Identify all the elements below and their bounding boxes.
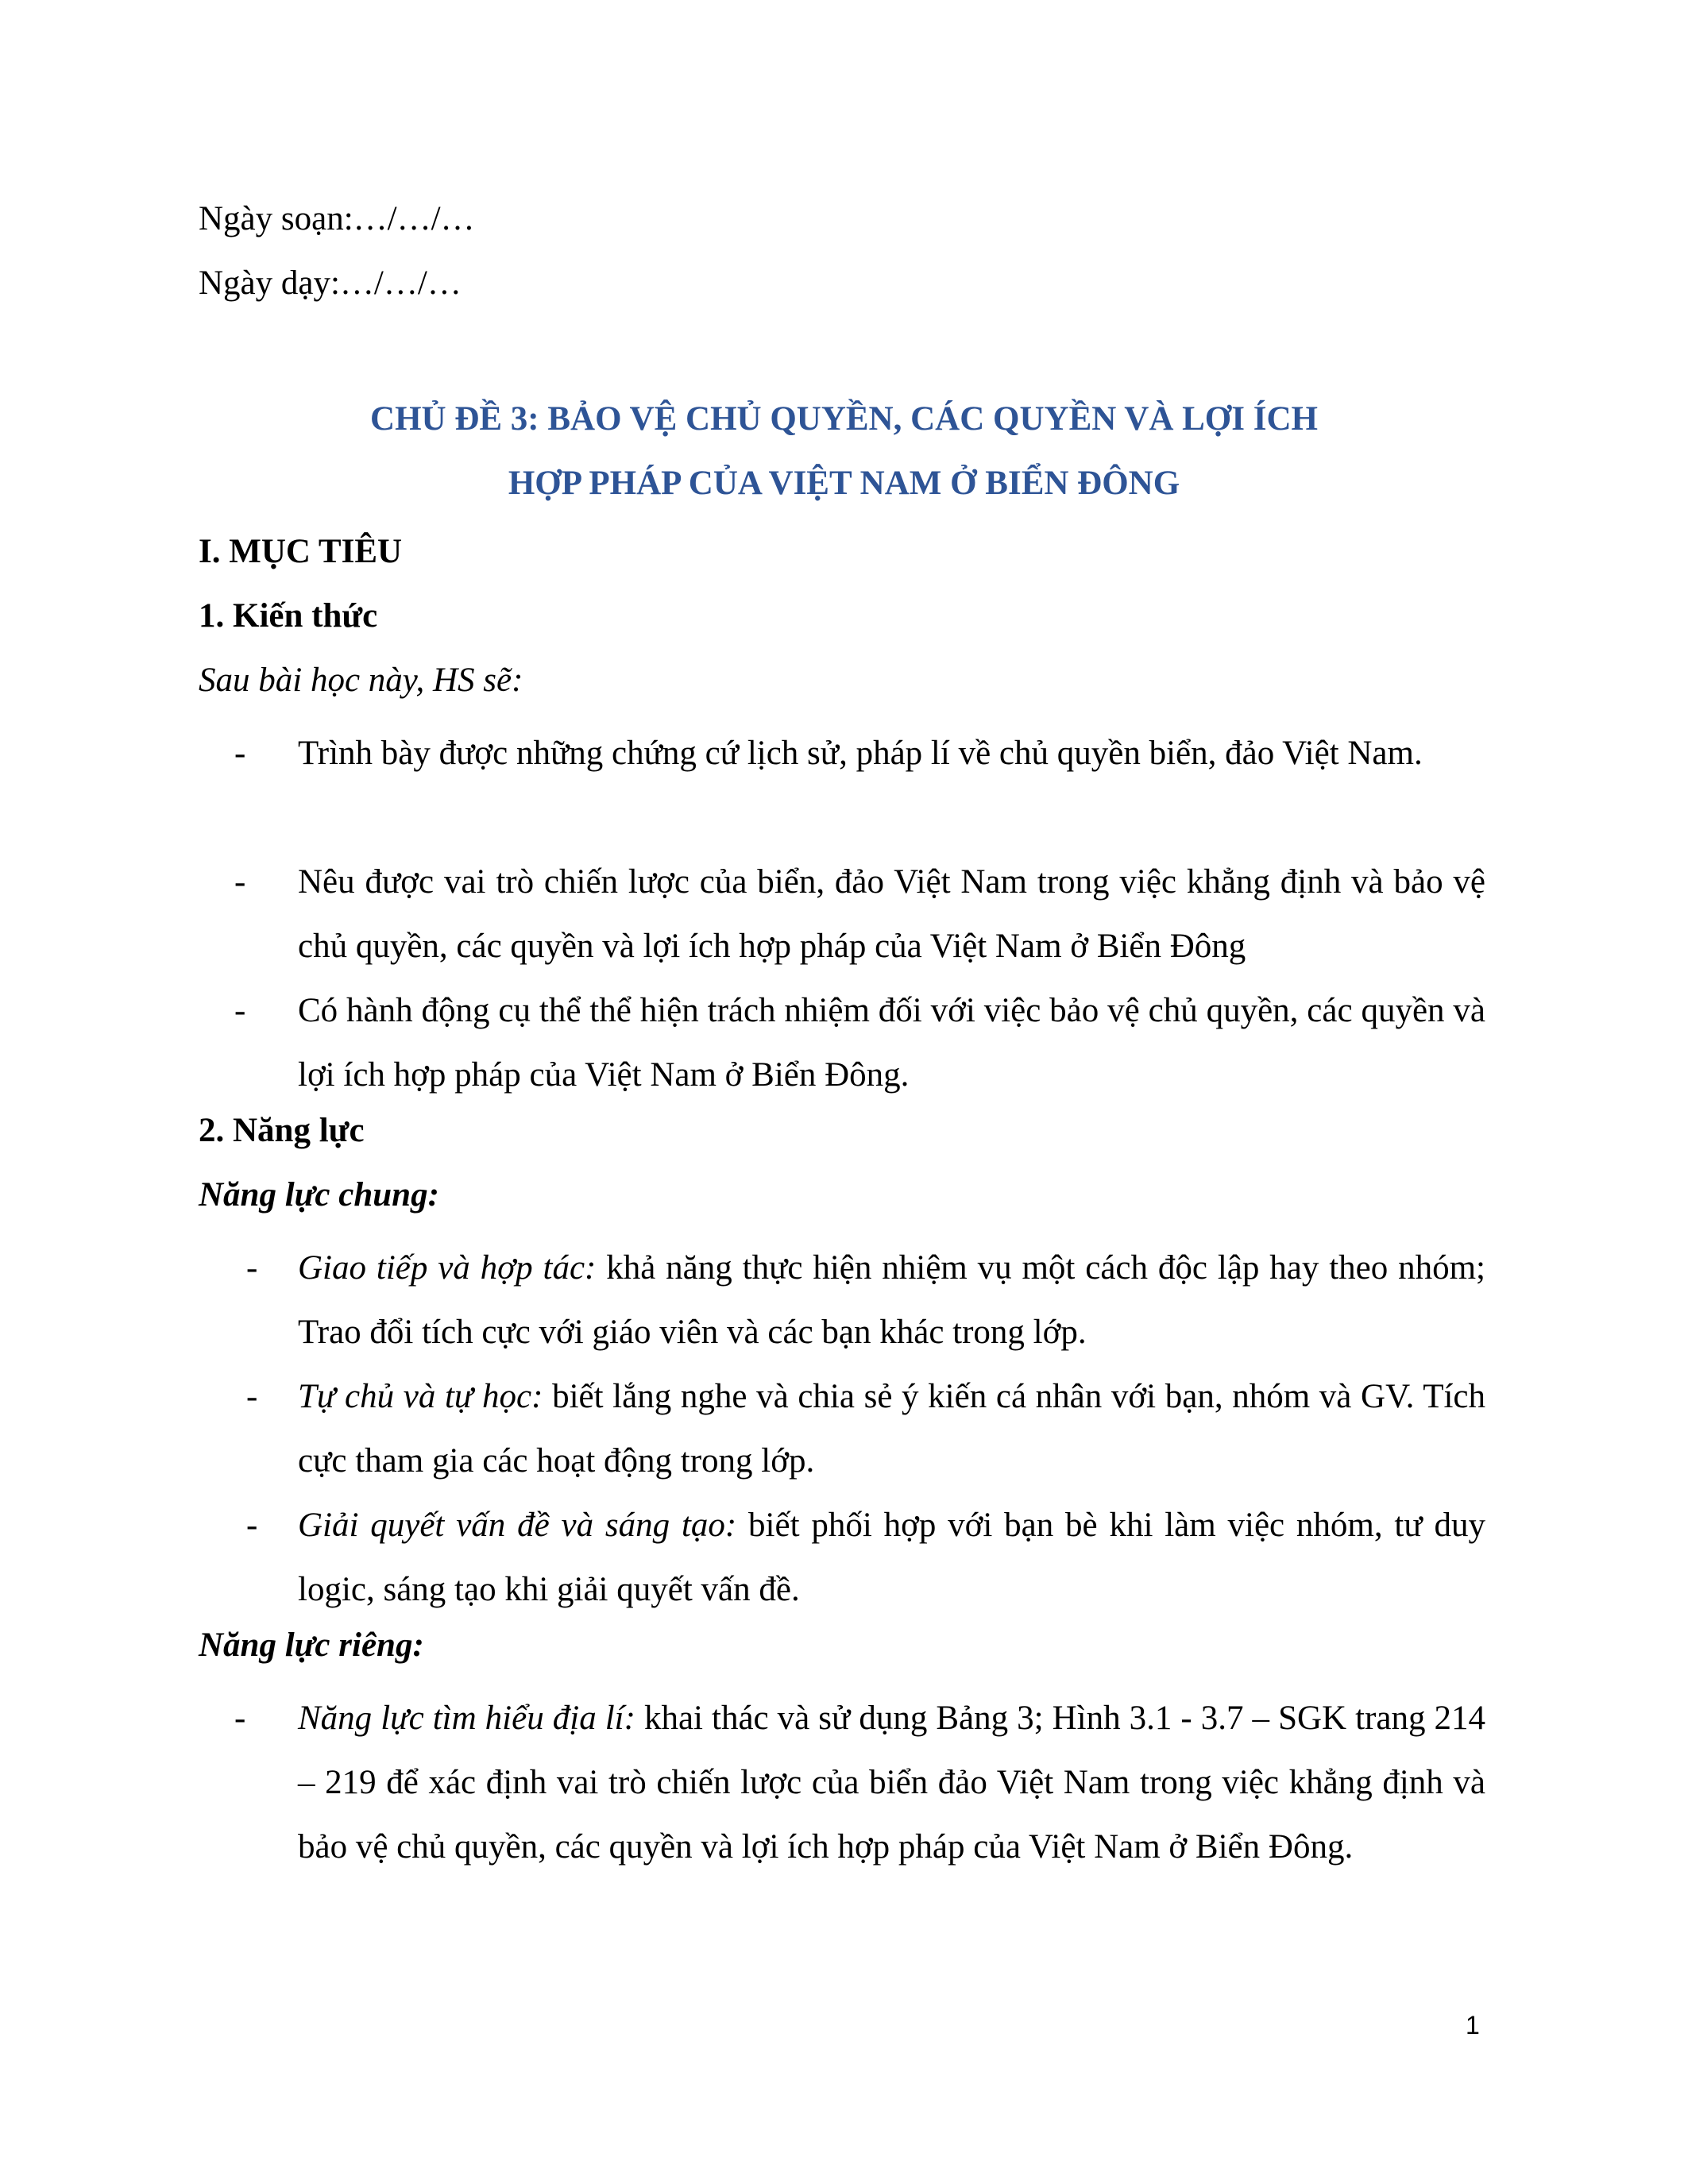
bullet-dash: -	[246, 1378, 258, 1415]
competence-text: biết lắng nghe và chia sẻ ý kiến cá nhân với bạn, nhóm và GV. Tích cực tham gia các hoạt động trong lớp.	[298, 1378, 1486, 1480]
subheading-competence: 2. Năng lực	[199, 1112, 365, 1149]
section-heading-objectives: I. MỤC TIÊU	[199, 533, 403, 570]
knowledge-item	[199, 850, 1485, 978]
knowledge-intro: Sau bài học này, HS sẽ:	[199, 662, 523, 699]
bullet-dash: -	[234, 735, 246, 772]
competence-text: biết phối hợp với bạn bè khi làm việc nhóm, tư duy logic, sáng tạo khi giải quyết vấn đề.	[298, 1507, 1486, 1608]
knowledge-item	[199, 978, 1485, 1107]
bullet-dash: -	[234, 1700, 246, 1737]
teaching-date: Ngày dạy:…/…/…	[199, 264, 462, 302]
knowledge-item-text: Trình bày được những chứng cứ lịch sử, pháp lí về chủ quyền biển, đảo Việt Nam.	[298, 735, 1423, 772]
bullet-dash: -	[246, 1249, 258, 1287]
knowledge-item	[199, 721, 1485, 785]
topic-title-line-2: HỢP PHÁP CỦA VIỆT NAM Ở BIỂN ĐÔNG	[508, 465, 1180, 502]
specific-competence-heading: Năng lực riêng:	[199, 1626, 424, 1664]
knowledge-item-text: Nêu được vai trò chiến lược của biển, đảo Việt Nam trong việc khẳng định và bảo vệ chủ quyền, các quyền và lợi ích hợp pháp của Việt Nam ở Biển Đông	[298, 863, 1485, 965]
general-competence-heading: Năng lực chung:	[199, 1176, 439, 1214]
topic-title-line-1: CHỦ ĐỀ 3: BẢO VỆ CHỦ QUYỀN, CÁC QUYỀN VÀ LỢI ÍCH	[370, 400, 1318, 438]
bullet-dash: -	[234, 992, 246, 1029]
competence-label: Giao tiếp và hợp tác:	[298, 1249, 597, 1287]
general-competence-item	[199, 1364, 1485, 1493]
competence-label: Giải quyết vấn đề và sáng tạo:	[298, 1507, 737, 1544]
competence-text: khả năng thực hiện nhiệm vụ một cách độc lập hay theo nhóm; Trao đổi tích cực với giáo viên và các bạn khác trong lớp.	[298, 1249, 1485, 1351]
knowledge-item-text: Có hành động cụ thể thể hiện trách nhiệm đối với việc bảo vệ chủ quyền, các quyền và lợi ích hợp pháp của Việt Nam ở Biển Đông.	[298, 992, 1485, 1094]
specific-competence-item	[199, 1686, 1485, 1879]
page-number: 1	[1466, 2011, 1480, 2039]
competence-label: Tự chủ và tự học:	[298, 1378, 543, 1415]
competence-label: Năng lực tìm hiểu địa lí:	[298, 1700, 635, 1737]
general-competence-item	[199, 1493, 1485, 1622]
subheading-knowledge: 1. Kiến thức	[199, 597, 378, 635]
bullet-dash: -	[246, 1507, 258, 1544]
general-competence-item	[199, 1236, 1485, 1364]
prepared-date: Ngày soạn:…/…/…	[199, 200, 475, 237]
competence-text: khai thác và sử dụng Bảng 3; Hình 3.1 - 3.7 – SGK trang 214 – 219 để xác định vai trò chiến lược của biển đảo Việt Nam trong việc khẳng định và bảo vệ chủ quyền, các quyền và lợi ích hợp pháp của Việt Nam ở Biển Đông.	[298, 1700, 1485, 1866]
bullet-dash: -	[234, 863, 246, 901]
